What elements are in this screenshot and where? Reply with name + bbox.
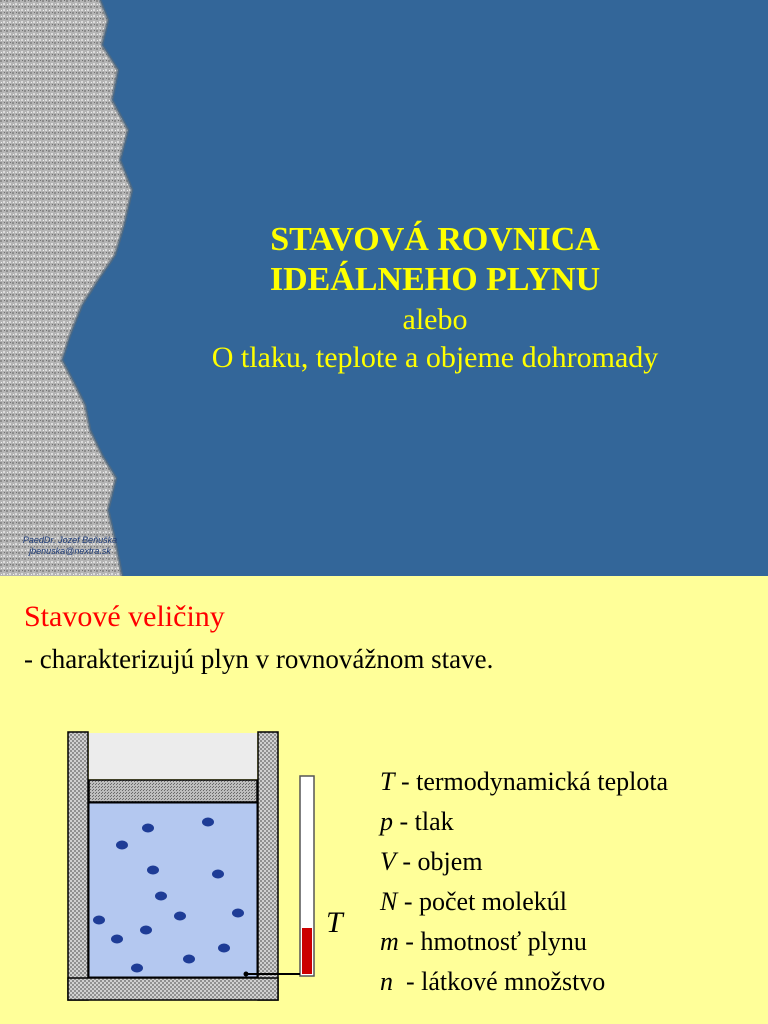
variable-item — [380, 882, 668, 922]
thermometer-label: T — [326, 906, 343, 939]
variable-symbol: V — [380, 847, 396, 876]
variable-symbol: n — [380, 967, 393, 996]
gas-volume — [89, 803, 257, 977]
slide-heading: Stavové veličiny — [24, 600, 225, 633]
variables-list — [380, 762, 668, 1002]
content-slide — [0, 576, 768, 1024]
molecule — [131, 964, 143, 973]
variable-text: - tlak — [393, 807, 454, 836]
author-name: PaedDr. Jozef Beňuška — [22, 535, 118, 545]
granite-border — [0, 0, 150, 576]
molecule — [93, 916, 105, 925]
slide-subheading: - charakterizujú plyn v rovnovážnom stave. — [24, 644, 494, 674]
title-block — [130, 220, 740, 376]
container-bottom-wall — [68, 978, 278, 1000]
variable-item — [380, 802, 668, 842]
molecule — [202, 818, 214, 827]
molecule — [142, 824, 154, 833]
author-credit — [10, 535, 130, 557]
variable-text: - hmotnosť plynu — [398, 927, 587, 956]
molecule — [212, 870, 224, 879]
molecule — [147, 866, 159, 875]
molecule — [232, 909, 244, 918]
piston — [89, 780, 257, 802]
variable-text: - látkové množstvo — [393, 967, 606, 996]
variable-text: - počet molekúl — [397, 887, 568, 916]
title-line-2: IDEÁLNEHO PLYNU — [269, 261, 601, 298]
variable-item — [380, 842, 668, 882]
molecule — [111, 935, 123, 944]
variable-text: - termodynamická teplota — [394, 767, 669, 796]
variable-item — [380, 922, 668, 962]
molecule — [183, 955, 195, 964]
variable-symbol: m — [380, 927, 399, 956]
variable-symbol: N — [380, 887, 398, 916]
container-left-wall — [68, 732, 88, 1000]
variable-symbol: p — [380, 807, 393, 836]
molecule — [218, 944, 230, 953]
thermometer-mercury — [302, 928, 312, 974]
variable-item — [380, 762, 668, 802]
molecule — [155, 892, 167, 901]
variable-item — [380, 962, 668, 1002]
subtitle-line-1: alebo — [402, 303, 468, 336]
molecule — [174, 912, 186, 921]
author-email: jbenuska@nextra.sk — [29, 546, 111, 556]
subtitle-line-2: O tlaku, teplote a objeme dohromady — [211, 341, 659, 374]
variable-text: - objem — [395, 847, 483, 876]
empty-space — [89, 733, 257, 779]
title-line-1: STAVOVÁ ROVNICA — [270, 221, 600, 258]
variable-symbol: T — [380, 767, 395, 796]
molecule — [116, 841, 128, 850]
container-right-wall — [258, 732, 278, 1000]
molecule — [140, 926, 152, 935]
